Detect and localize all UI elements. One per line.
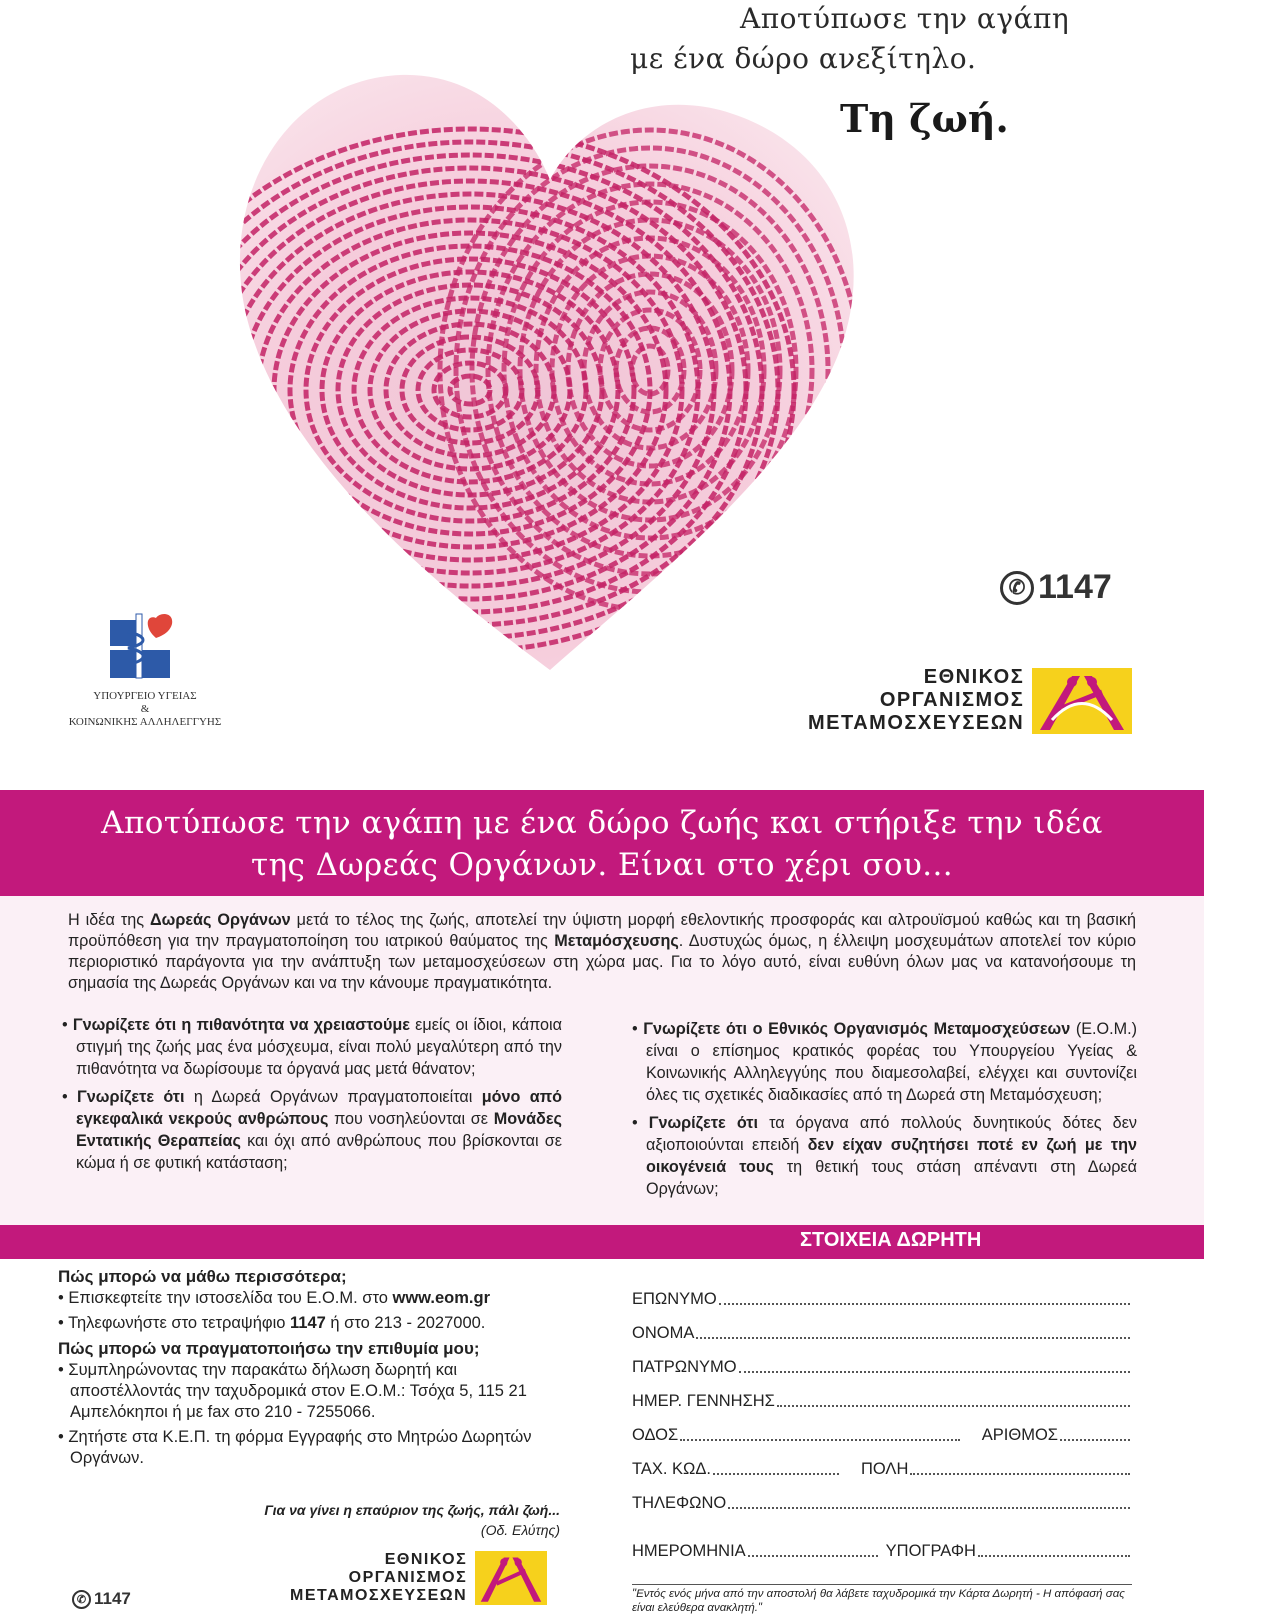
tagline-line-2: με ένα δώρο ανεξίτηλο.: [630, 42, 977, 75]
name-field[interactable]: [696, 1336, 1130, 1339]
eom-logo-top: [808, 666, 1132, 735]
ministry-name-line-1: ΥΠΟΥΡΓΕΙΟ ΥΓΕΙΑΣ: [93, 690, 197, 702]
learn-more-item-2-text-2: ή στο 213 - 2027000.: [325, 1314, 486, 1332]
fulfil-wish-heading: Πώς μπορώ να πραγματοποιήσω την επιθυμία μου;: [58, 1339, 480, 1358]
city-field[interactable]: [910, 1472, 1130, 1475]
learn-more-item-2: • Τηλεφωνήστε στο τετραψήφιο 1147 ή στο 213 - 2027000.: [58, 1314, 486, 1332]
father-name-label: ΠΑΤΡΩΝΥΜΟ: [632, 1358, 737, 1376]
intro-text-1: Η ιδέα της: [68, 911, 151, 929]
city-label: ΠΟΛΗ: [860, 1460, 909, 1478]
fact-4-bold-1: Γνωρίζετε ότι: [648, 1114, 758, 1132]
learn-more-item-1: • Επισκεφτείτε την ιστοσελίδα του Ε.Ο.Μ. στο www.eom.gr: [58, 1289, 491, 1307]
fact-2-text-3: και όχι από ανθρώπους που βρίσκονται σε κώμα ή σε φυτική κατάσταση;: [76, 1132, 562, 1172]
form-row-birth-date[interactable]: [632, 1392, 1132, 1411]
birth-date-field[interactable]: [777, 1404, 1130, 1407]
eom-name-line-2: ΟΡΓΑΝΙΣΜΟΣ: [879, 689, 1025, 711]
fact-2-bold-3: Μονάδες Εντατικής Θεραπείας: [76, 1110, 562, 1150]
quote-author: (Οδ. Ελύτης): [480, 1522, 560, 1538]
donor-section-title: ΣΤΟΙΧΕΙΑ ΔΩΡΗΤΗ: [800, 1229, 982, 1251]
number-field[interactable]: [1060, 1438, 1130, 1441]
form-row-street[interactable]: [632, 1426, 1132, 1445]
fact-1: • Γνωρίζετε ότι η πιθανότητα να χρειαστούμε εμείς οι ίδιοι, κάποια στιγμή της ζωής μας ένα μόσχευμα, είναι πολύ μεγαλύτερη από την πιθανότητα να δωρίσουμε τα όργανά μας μετά θάνατον;: [62, 1016, 562, 1078]
fact-2-bold-1: Γνωρίζετε ότι: [77, 1088, 185, 1106]
eom-logo-bottom: [290, 1551, 547, 1605]
learn-more-heading: Πώς μπορώ να μάθω περισσότερα;: [58, 1267, 347, 1286]
fact-2: • Γνωρίζετε ότι η Δωρεά Οργάνων πραγματοποιείται μόνο από εγκεφαλικά νεκρούς ανθρώπους που νοσηλεύονται σε Μονάδες Εντατικής Θεραπείας και όχι από ανθρώπους που βρίσκονται σε κώμα ή σε φυτική κατάσταση;: [62, 1088, 562, 1172]
tagline-line-1: Αποτύπωσε την αγάπη: [740, 2, 1070, 35]
quote-text: Για να γίνει η επαύριον της ζωής, πάλι ζωή...: [264, 1502, 560, 1518]
intro-text-2: μετά το τέλος της ζωής, αποτελεί την ύψιστη μορφή εθελοντικής προσφοράς και αλτρουϊσμού καθώς και τη βασική προϋπόθεση για την πραγματοποίηση του ιατρικού θαύματος της: [68, 911, 1136, 950]
eom-name-line-3: ΜΕΤΑΜΟΣΧΕΥΣΕΩΝ: [808, 712, 1025, 734]
hotline-number-text: 1147: [1038, 568, 1112, 606]
learn-more-item-2-bold: 1147: [290, 1314, 326, 1332]
name-label: ΟΝΟΜΑ: [632, 1324, 695, 1342]
intro-paragraph: [68, 910, 1136, 994]
date-field[interactable]: [748, 1554, 878, 1557]
fact-4-bold-2: δεν είχαν συζητήσει ποτέ εν ζωή με την οικογένειά τους: [646, 1136, 1137, 1176]
fact-3-text: (Ε.Ο.Μ.) είναι ο επίσημος κρατικός φορέας του Υπουργείου Υγείας & Κοινωνικής Αλληλεγγύης που διαμεσολαβεί, ελέγχει και συντονίζει όλες τις σχετικές διαδικασίες από τη Δωρεά στη Μεταμόσχευση;: [646, 1020, 1137, 1104]
ministry-name-line-3: ΚΟΙΝΩΝΙΚΗΣ ΑΛΛΗΛΕΓΓΥΗΣ: [68, 716, 222, 728]
street-field[interactable]: [680, 1438, 960, 1441]
fulfil-wish-item-2: • Ζητήστε στα Κ.Ε.Π. τη φόρμα Εγγραφής στο Μητρώο Δωρητών Οργάνων.: [58, 1428, 532, 1467]
form-row-date-signature[interactable]: [632, 1542, 1132, 1561]
signature-label: ΥΠΟΓΡΑΦΗ: [885, 1542, 976, 1560]
headline-banner: [0, 790, 1204, 896]
street-label: ΟΔΟΣ: [632, 1426, 679, 1444]
fact-4-text-1: τα όργανα από πολλούς δυνητικούς δότες δεν αξιοποιούνται επειδή: [646, 1114, 1138, 1154]
fact-1-bold: Γνωρίζετε ότι η πιθανότητα να χρειαστούμε: [72, 1016, 410, 1034]
phone-field[interactable]: [728, 1506, 1130, 1509]
donor-card-note: "Εντός ενός μήνα από την αποστολή θα λάβετε ταχυδρομικά την Κάρτα Δωρητή - Η απόφασή σας είναι ελεύθερα ανακλητή.": [632, 1584, 1132, 1615]
form-row-name[interactable]: [632, 1324, 1132, 1343]
signature-field[interactable]: [978, 1554, 1130, 1557]
how-to-section: [58, 1266, 558, 1473]
learn-more-item-1-text: Επισκεφτείτε την ιστοσελίδα του Ε.Ο.Μ. στο: [68, 1289, 393, 1307]
birth-date-label: ΗΜΕΡ. ΓΕΝΝΗΣΗΣ: [632, 1392, 775, 1410]
surname-field[interactable]: [719, 1302, 1130, 1305]
facts-column-right: [632, 1018, 1137, 1206]
footer-phone-icon: ✆: [72, 1590, 91, 1609]
date-label: ΗΜΕΡΟΜΗΝΙΑ: [632, 1542, 746, 1560]
ministry-name-line-2: &: [140, 703, 150, 715]
facts-column-left: [62, 1014, 562, 1180]
fact-3: • Γνωρίζετε ότι ο Εθνικός Οργανισμός Μεταμοσχεύσεων (Ε.Ο.Μ.) είναι ο επίσημος κρατικός φορέας του Υπουργείου Υγείας & Κοινωνικής Αλληλεγγύης που διαμεσολαβεί, ελέγχει και συντονίζει όλες τις σχετικές διαδικασίες από τη Δωρεά στη Μεταμόσχευση;: [632, 1020, 1137, 1104]
learn-more-item-2-text-1: Τηλεφωνήστε στο τετραψήφιο: [68, 1314, 290, 1332]
eom-bottom-line-1: ΕΘΝΙΚΟΣ: [384, 1551, 468, 1568]
ministry-emblem-icon: [108, 610, 182, 682]
form-row-postal-city[interactable]: [632, 1460, 1132, 1479]
fact-4-text-2: τη θετική τους στάση απέναντι στη Δωρεά Οργάνων;: [646, 1158, 1137, 1198]
form-row-father-name[interactable]: [632, 1358, 1132, 1377]
ministry-logo: [50, 610, 240, 729]
fact-1-text: εμείς οι ίδιοι, κάποια στιγμή της ζωής μας ένα μόσχευμα, είναι πολύ μεγαλύτερη από την πιθανότητα να δωρίσουμε τα όργανά μας μετά θάνατον;: [76, 1016, 562, 1078]
phone-icon: ✆: [1000, 571, 1034, 605]
eom-bottom-line-2: ΟΡΓΑΝΙΣΜΟΣ: [348, 1569, 468, 1586]
tagline-line-3: Τη ζωή.: [840, 96, 1009, 141]
website-link[interactable]: www.eom.gr: [392, 1289, 491, 1307]
eom-name-line-1: ΕΘΝΙΚΟΣ: [923, 666, 1025, 688]
number-label: ΑΡΙΘΜΟΣ: [981, 1426, 1058, 1444]
eom-bottom-line-3: ΜΕΤΑΜΟΣΧΕΥΣΕΩΝ: [290, 1587, 468, 1604]
intro-bold-1: Δωρεάς Οργάνων: [150, 911, 291, 929]
father-name-field[interactable]: [739, 1370, 1130, 1373]
elytis-quote: [200, 1500, 560, 1540]
banner-line-1: Αποτύπωσε την αγάπη με ένα δώρο ζωής και στήριξε την ιδέα: [101, 805, 1103, 841]
phone-label: ΤΗΛΕΦΩΝΟ: [632, 1494, 727, 1512]
fulfil-wish-item-1-text: Συμπληρώνοντας την παρακάτω δήλωση δωρητή και αποστέλλοντάς την ταχυδρομικά στον Ε.Ο.Μ.: Τσόχα 5, 115 21 Αμπελόκηποι ή με fax στο 210 - 7255066.: [68, 1361, 527, 1421]
form-row-surname[interactable]: [632, 1290, 1132, 1309]
fingerprint-heart-image: [220, 50, 880, 680]
fulfil-wish-item-2-text: Ζητήστε στα Κ.Ε.Π. τη φόρμα Εγγραφής στο Μητρώο Δωρητών Οργάνων.: [68, 1428, 532, 1467]
eom-bottom-emblem-icon: [475, 1551, 547, 1605]
form-row-phone[interactable]: [632, 1494, 1132, 1513]
postal-code-field[interactable]: [713, 1472, 839, 1475]
surname-label: ΕΠΩΝΥΜΟ: [632, 1290, 717, 1308]
fact-4: • Γνωρίζετε ότι τα όργανα από πολλούς δυνητικούς δότες δεν αξιοποιούνται επειδή δεν είχαν συζητήσει ποτέ εν ζωή με την οικογένειά τους τη θετική τους στάση απέναντι στη Δωρεά Οργάνων;: [632, 1114, 1138, 1198]
fact-2-text-2: που νοσηλεύονται σε: [328, 1110, 494, 1128]
banner-line-2: της Δωρεάς Οργάνων. Είναι στο χέρι σου...: [251, 847, 953, 883]
footer-hotline: [72, 1589, 131, 1609]
fulfil-wish-item-1: • Συμπληρώνοντας την παρακάτω δήλωση δωρητή και αποστέλλοντάς την ταχυδρομικά στον Ε.Ο.Μ.: Τσόχα 5, 115 21 Αμπελόκηποι ή με fax στο 210 - 7255066.: [58, 1361, 527, 1421]
hotline-number: [1000, 568, 1112, 607]
fact-3-bold: Γνωρίζετε ότι ο Εθνικός Οργανισμός Μεταμοσχεύσεων: [643, 1020, 1071, 1038]
fact-2-text-1: η Δωρεά Οργάνων πραγματοποιείται: [184, 1088, 482, 1106]
intro-text-3: . Δυστυχώς όμως, η έλλειψη μοσχευμάτων αποτελεί τον κύριο περιοριστικό παράγοντα για την ανάπτυξη των μεταμοσχεύσεων στη χώρα μας. Για το λόγο αυτό, είναι ευθύνη όλων μας να κατανοήσουμε τη σημασία της Δωρεάς Οργάνων και να την κάνουμε πραγματικότητα.: [68, 932, 1136, 992]
postal-code-label: ΤΑΧ. ΚΩΔ.: [632, 1460, 711, 1478]
eom-emblem-icon: [1032, 668, 1132, 734]
footer-hotline-text: 1147: [94, 1589, 131, 1608]
intro-bold-2: Μεταμόσχευσης: [554, 932, 679, 950]
fact-2-bold-2: μόνο από εγκεφαλικά νεκρούς ανθρώπους: [76, 1088, 562, 1128]
donor-section-bar: [0, 1225, 1204, 1259]
